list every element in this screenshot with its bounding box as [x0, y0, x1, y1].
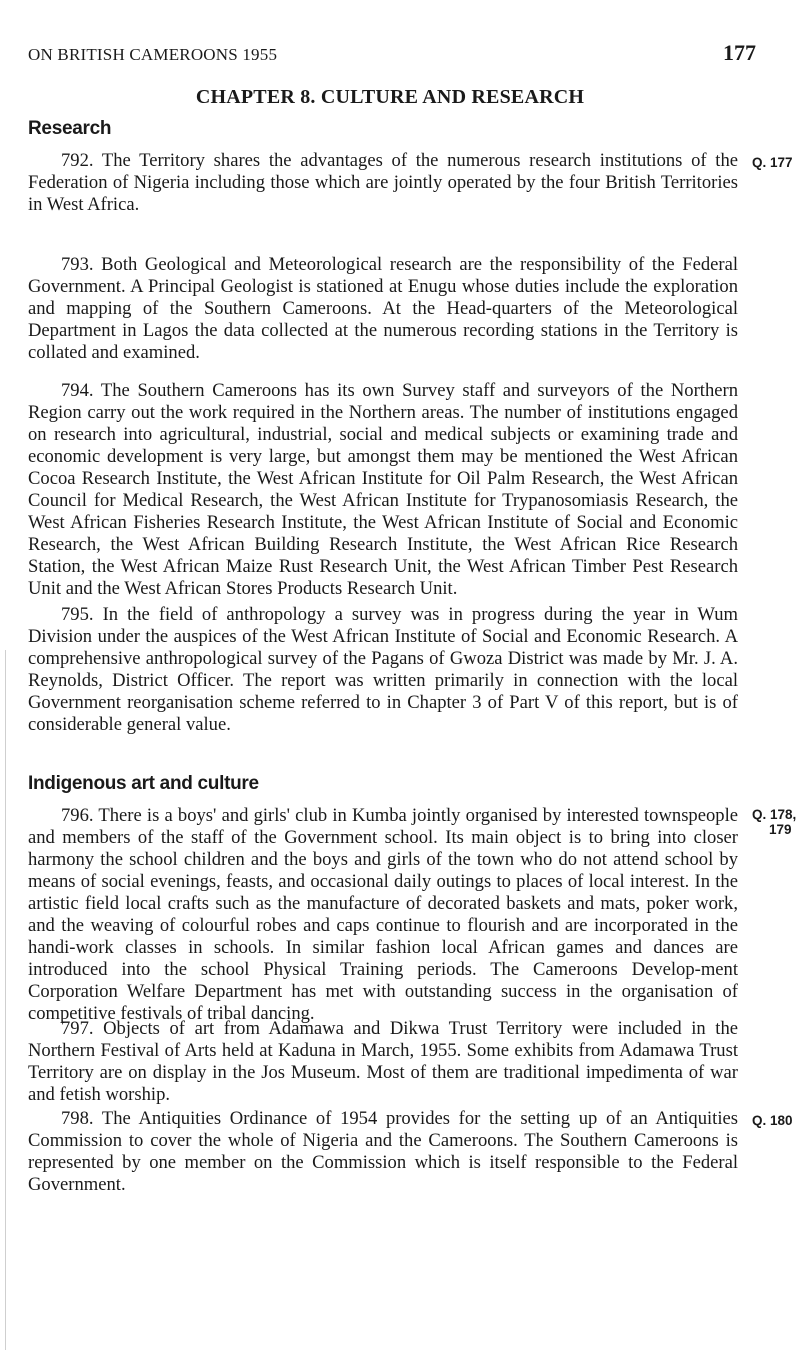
paragraph-797: 797. Objects of art from Adamawa and Dikwa Trust Territory were included in the Northern Festival of Arts held at Kaduna in March, 1955. Some exhibits from Adamawa Trust Territory are on display in the Jos Museum. Most of them are traditional impedimenta of war and fetish worship. [28, 1018, 738, 1105]
running-header [28, 40, 756, 66]
margin-ref-q180: Q. 180 [752, 1113, 793, 1128]
paragraph-794: 794. The Southern Cameroons has its own Survey staff and surveyors of the Northern Region carry out the work required in the Northern areas. The number of institutions engaged on research into agricultural, industrial, social and medical subjects or examining trade and economic development is very large, but amongst them may be mentioned the West African Cocoa Research Institute, the West African Institute for Oil Palm Research, the West African Council for Medical Research, the West African Institute for Trypanosomiasis Research, the West African Fisheries Research Institute, the West African Institute of Social and Economic Research, the West African Building Research Institute, the West African Rice Research Station, the West African Maize Rust Research Unit, the West African Timber Pest Research Unit and the West African Stores Products Research Unit. [28, 380, 738, 599]
paragraph-798: 798. The Antiquities Ordinance of 1954 provides for the setting up of an Antiquities Commission to cover the whole of Nigeria and the Cameroons. The Southern Cameroons is represented by one member on the Commission which is itself responsible to the Federal Government. [28, 1108, 738, 1195]
page-binding-edge [5, 650, 6, 1350]
paragraph-796: 796. There is a boys' and girls' club in Kumba jointly organised by interested townspeople and members of the staff of the Government school. Its main object is to bring into closer harmony the school children and the boys and girls of the town who do not attend school by means of social evenings, feasts, and occasional daily outings to places of local interest. In the artistic field local crafts such as the manufacture of decorated baskets and mats, poker work, and the weaving of colourful robes and caps continue to flourish and are incorporated in the handi-work classes in schools. In similar fashion local African games and dances are introduced into the school Physical Training periods. The Cameroons Develop-ment Corporation Welfare Department has met with outstanding success in the organisation of competitive festivals of tribal dancing. [28, 805, 738, 1024]
margin-ref-q178-label: Q. 178, [752, 807, 797, 822]
margin-ref-q177: Q. 177 [752, 155, 793, 170]
paragraph-792: 792. The Territory shares the advantages of the numerous research institutions of the Federation of Nigeria including those which are jointly operated by the four British Territories in West Africa. [28, 150, 738, 215]
paragraph-795: 795. In the field of anthropology a survey was in progress during the year in Wum Division under the auspices of the West African Institute of Social and Economic Research. A comprehensive anthropological survey of the Pagans of Gwoza District was made by Mr. J. A. Reynolds, District Officer. The report was written primarily in connection with the local Government reorganisation scheme referred to in Chapter 3 of Part V of this report, but is of considerable general value. [28, 604, 738, 735]
section-heading-culture: Indigenous art and culture [28, 773, 259, 794]
margin-ref-q178 [752, 807, 796, 837]
margin-ref-q179-label: 179 [769, 822, 792, 837]
paragraph-793: 793. Both Geological and Meteorological research are the responsibility of the Federal Government. A Principal Geologist is stationed at Enugu whose duties include the exploration and mapping of the Southern Cameroons. At the Head-quarters of the Meteorological Department in Lagos the data collected at the numerous recording stations in the Territory is collated and examined. [28, 254, 738, 363]
running-head-title: ON BRITISH CAMEROONS 1955 [28, 45, 278, 64]
section-heading-research: Research [28, 118, 112, 139]
chapter-title: CHAPTER 8. CULTURE AND RESEARCH [195, 86, 585, 108]
page-number: 177 [723, 40, 756, 65]
